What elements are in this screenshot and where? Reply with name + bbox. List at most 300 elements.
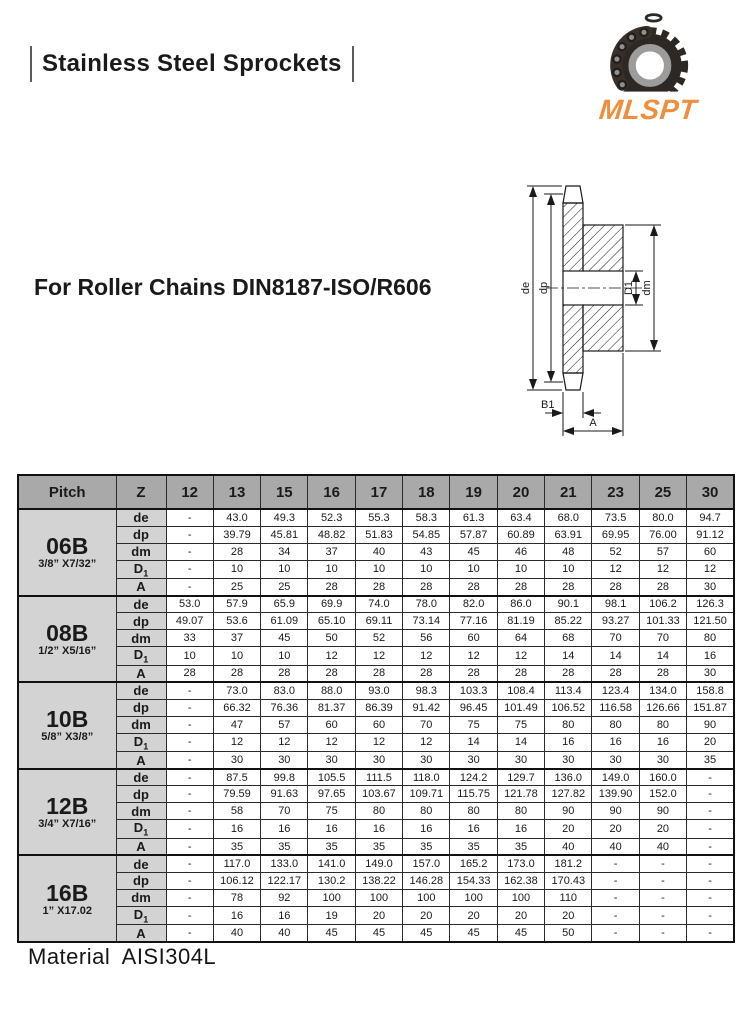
value-cell: 138.22	[355, 872, 402, 889]
table-row-12B-dm	[18, 803, 734, 820]
pitch-code: 06B	[46, 533, 89, 560]
value-cell: 90	[592, 803, 639, 820]
value-cell: 111.5	[355, 769, 402, 786]
value-cell: 16	[639, 733, 686, 752]
value-cell: 93.0	[355, 682, 402, 699]
value-cell: -	[166, 786, 213, 803]
value-cell: 40	[355, 543, 402, 560]
row-label-dp: dp	[116, 872, 166, 889]
value-cell: 63.91	[545, 526, 592, 543]
table-row-16B-A	[18, 925, 734, 942]
value-cell: 60	[355, 716, 402, 733]
value-cell: 12	[261, 733, 308, 752]
value-cell: 12	[308, 647, 355, 666]
col-header-teeth-30: 30	[687, 475, 734, 509]
col-header-teeth-23: 23	[592, 475, 639, 509]
value-cell: 45	[450, 543, 497, 560]
value-cell: 10	[450, 560, 497, 579]
value-cell: 55.3	[355, 509, 402, 526]
value-cell: 149.0	[592, 769, 639, 786]
value-cell: 141.0	[308, 855, 355, 872]
value-cell: -	[166, 820, 213, 839]
value-cell: 90	[687, 716, 734, 733]
row-label-dm: dm	[116, 889, 166, 906]
value-cell: 12	[450, 647, 497, 666]
table-row-16B-dm	[18, 889, 734, 906]
row-label-A: A	[116, 925, 166, 942]
col-header-teeth-25: 25	[639, 475, 686, 509]
row-label-de: de	[116, 855, 166, 872]
value-cell: 46	[497, 543, 544, 560]
value-cell: 48.82	[308, 526, 355, 543]
pitch-cell-08B	[18, 596, 116, 683]
value-cell: 30	[261, 752, 308, 769]
table-row-16B-de	[18, 855, 734, 872]
row-label-dm: dm	[116, 630, 166, 647]
row-label-de: de	[116, 509, 166, 526]
table-row-12B-A	[18, 838, 734, 855]
value-cell: -	[166, 889, 213, 906]
col-header-teeth-12: 12	[166, 475, 213, 509]
value-cell: 20	[403, 906, 450, 925]
value-cell: 30	[687, 665, 734, 682]
label-d1: D1	[623, 280, 635, 296]
value-cell: 103.3	[450, 682, 497, 699]
value-cell: 28	[355, 665, 402, 682]
value-cell: 80	[355, 803, 402, 820]
value-cell: 12	[355, 647, 402, 666]
value-cell: 10	[213, 647, 260, 666]
value-cell: 127.82	[545, 786, 592, 803]
value-cell: 122.17	[261, 872, 308, 889]
value-cell: 57.87	[450, 526, 497, 543]
value-cell: 126.66	[639, 699, 686, 716]
value-cell: 12	[592, 560, 639, 579]
value-cell: 101.33	[639, 613, 686, 630]
value-cell: 40	[545, 838, 592, 855]
value-cell: -	[687, 889, 734, 906]
row-label-dm: dm	[116, 543, 166, 560]
value-cell: 30	[355, 752, 402, 769]
value-cell: 80	[592, 716, 639, 733]
value-cell: 10	[166, 647, 213, 666]
sprocket-cross-section-drawing	[470, 158, 750, 458]
value-cell: 57.9	[213, 596, 260, 613]
value-cell: 117.0	[213, 855, 260, 872]
value-cell: 20	[355, 906, 402, 925]
value-cell: 16	[261, 820, 308, 839]
value-cell: 92	[261, 889, 308, 906]
value-cell: 75	[308, 803, 355, 820]
value-cell: 30	[592, 752, 639, 769]
value-cell: 68.0	[545, 509, 592, 526]
table-row-08B-dm	[18, 630, 734, 647]
label-dm: dm	[641, 280, 653, 296]
value-cell: 91.63	[261, 786, 308, 803]
pitch-cell-10B	[18, 682, 116, 769]
value-cell: 90	[545, 803, 592, 820]
value-cell: 16	[497, 820, 544, 839]
pitch-cell-16B	[18, 855, 116, 942]
value-cell: 28	[308, 665, 355, 682]
value-cell: 70	[261, 803, 308, 820]
value-cell: 113.4	[545, 682, 592, 699]
value-cell: -	[166, 925, 213, 942]
table-row-10B-A	[18, 752, 734, 769]
table-row-08B-de	[18, 596, 734, 613]
value-cell: 103.67	[355, 786, 402, 803]
value-cell: 12	[308, 733, 355, 752]
value-cell: -	[166, 509, 213, 526]
value-cell: 100	[355, 889, 402, 906]
value-cell: 160.0	[639, 769, 686, 786]
table-row-06B-dm	[18, 543, 734, 560]
value-cell: 14	[592, 647, 639, 666]
value-cell: 30	[213, 752, 260, 769]
value-cell: 45	[450, 925, 497, 942]
page-header	[30, 46, 354, 82]
value-cell: 14	[639, 647, 686, 666]
value-cell: -	[639, 906, 686, 925]
value-cell: 86.39	[355, 699, 402, 716]
value-cell: 139.90	[592, 786, 639, 803]
value-cell: 45	[261, 630, 308, 647]
value-cell: 83.0	[261, 682, 308, 699]
value-cell: 34	[261, 543, 308, 560]
value-cell: 20	[450, 906, 497, 925]
value-cell: 136.0	[545, 769, 592, 786]
col-header-teeth-18: 18	[403, 475, 450, 509]
value-cell: 100	[450, 889, 497, 906]
value-cell: 60	[687, 543, 734, 560]
col-header-teeth-16: 16	[308, 475, 355, 509]
value-cell: -	[166, 872, 213, 889]
value-cell: 99.8	[261, 769, 308, 786]
table-row-06B-D1	[18, 560, 734, 579]
value-cell: 10	[308, 560, 355, 579]
row-label-dp: dp	[116, 526, 166, 543]
value-cell: 61.09	[261, 613, 308, 630]
value-cell: 146.28	[403, 872, 450, 889]
value-cell: 28	[639, 665, 686, 682]
value-cell: 98.3	[403, 682, 450, 699]
value-cell: 90	[639, 803, 686, 820]
value-cell: 10	[403, 560, 450, 579]
value-cell: 35	[355, 838, 402, 855]
value-cell: 28	[213, 665, 260, 682]
material-note: Material AISI304L	[28, 944, 217, 969]
table-row-12B-dp	[18, 786, 734, 803]
value-cell: -	[687, 803, 734, 820]
value-cell: 106.52	[545, 699, 592, 716]
value-cell: 54.85	[403, 526, 450, 543]
value-cell: 28	[450, 665, 497, 682]
value-cell: 16	[308, 820, 355, 839]
col-header-teeth-17: 17	[355, 475, 402, 509]
value-cell: 35	[213, 838, 260, 855]
row-label-D1: $D_1$	[116, 560, 166, 579]
value-cell: -	[166, 803, 213, 820]
value-cell: 88.0	[308, 682, 355, 699]
label-de: de	[520, 281, 532, 295]
value-cell: 52.3	[308, 509, 355, 526]
value-cell: 115.75	[450, 786, 497, 803]
value-cell: 118.0	[403, 769, 450, 786]
table-row-08B-dp	[18, 613, 734, 630]
value-cell: 56	[403, 630, 450, 647]
value-cell: 121.78	[497, 786, 544, 803]
value-cell: 10	[213, 560, 260, 579]
value-cell: 154.33	[450, 872, 497, 889]
spec-table	[17, 474, 735, 943]
row-label-dm: dm	[116, 716, 166, 733]
value-cell: 50	[545, 925, 592, 942]
col-header-pitch: Pitch	[18, 475, 116, 509]
table-row-06B-A	[18, 579, 734, 596]
pitch-code: 10B	[46, 706, 89, 733]
value-cell: 20	[639, 820, 686, 839]
value-cell: 14	[545, 647, 592, 666]
value-cell: 45	[308, 925, 355, 942]
value-cell: 16	[687, 647, 734, 666]
value-cell: -	[592, 855, 639, 872]
col-header-z: Z	[116, 475, 166, 509]
row-label-D1: $D_1$	[116, 906, 166, 925]
value-cell: 75	[450, 716, 497, 733]
value-cell: 63.4	[497, 509, 544, 526]
value-cell: 14	[450, 733, 497, 752]
value-cell: 47	[213, 716, 260, 733]
row-label-de: de	[116, 596, 166, 613]
value-cell: 158.8	[687, 682, 734, 699]
label-dp: dp	[538, 281, 550, 295]
value-cell: 124.2	[450, 769, 497, 786]
value-cell: 105.5	[308, 769, 355, 786]
value-cell: 37	[308, 543, 355, 560]
value-cell: 110	[545, 889, 592, 906]
pitch-cell-12B	[18, 769, 116, 856]
value-cell: 28	[545, 579, 592, 596]
value-cell: -	[592, 889, 639, 906]
value-cell: 12	[403, 647, 450, 666]
value-cell: 58.3	[403, 509, 450, 526]
row-label-A: A	[116, 838, 166, 855]
table-row-10B-D1	[18, 733, 734, 752]
label-a: A	[589, 417, 597, 429]
value-cell: 73.14	[403, 613, 450, 630]
value-cell: 58	[213, 803, 260, 820]
header-row	[18, 475, 734, 509]
value-cell: 61.3	[450, 509, 497, 526]
value-cell: 28	[450, 579, 497, 596]
value-cell: 16	[261, 906, 308, 925]
value-cell: 75	[497, 716, 544, 733]
value-cell: 87.5	[213, 769, 260, 786]
value-cell: 49.07	[166, 613, 213, 630]
value-cell: 74.0	[355, 596, 402, 613]
value-cell: 35	[261, 838, 308, 855]
value-cell: 50	[308, 630, 355, 647]
value-cell: -	[166, 838, 213, 855]
value-cell: 40	[592, 838, 639, 855]
value-cell: -	[687, 769, 734, 786]
value-cell: -	[166, 543, 213, 560]
value-cell: 30	[497, 752, 544, 769]
value-cell: 28	[497, 665, 544, 682]
value-cell: 30	[403, 752, 450, 769]
value-cell: 52	[592, 543, 639, 560]
value-cell: -	[592, 872, 639, 889]
value-cell: 76.36	[261, 699, 308, 716]
value-cell: 181.2	[545, 855, 592, 872]
row-label-de: de	[116, 682, 166, 699]
value-cell: 45.81	[261, 526, 308, 543]
value-cell: 33	[166, 630, 213, 647]
table-row-10B-de	[18, 682, 734, 699]
value-cell: 40	[639, 838, 686, 855]
value-cell: 60.89	[497, 526, 544, 543]
value-cell: -	[166, 733, 213, 752]
row-label-dm: dm	[116, 803, 166, 820]
value-cell: 76.00	[639, 526, 686, 543]
sprocket-chain-icon	[592, 8, 704, 108]
value-cell: 65.9	[261, 596, 308, 613]
value-cell: 28	[592, 665, 639, 682]
value-cell: 28	[545, 665, 592, 682]
value-cell: 80	[450, 803, 497, 820]
table-row-12B-D1	[18, 820, 734, 839]
value-cell: 133.0	[261, 855, 308, 872]
subtitle: For Roller Chains DIN8187-ISO/R606	[34, 274, 432, 300]
table-row-06B-de	[18, 509, 734, 526]
value-cell: 30	[450, 752, 497, 769]
value-cell: 151.87	[687, 699, 734, 716]
value-cell: 70	[639, 630, 686, 647]
value-cell: 69.9	[308, 596, 355, 613]
row-label-de: de	[116, 769, 166, 786]
value-cell: 12	[497, 647, 544, 666]
value-cell: 116.58	[592, 699, 639, 716]
value-cell: 10	[497, 560, 544, 579]
value-cell: -	[687, 855, 734, 872]
value-cell: 48	[545, 543, 592, 560]
row-label-D1: $D_1$	[116, 820, 166, 839]
value-cell: 80	[545, 716, 592, 733]
value-cell: 10	[545, 560, 592, 579]
value-cell: 16	[450, 820, 497, 839]
value-cell: 69.11	[355, 613, 402, 630]
value-cell: 10	[261, 560, 308, 579]
value-cell: 162.38	[497, 872, 544, 889]
value-cell: 35	[497, 838, 544, 855]
value-cell: 10	[261, 647, 308, 666]
pitch-size: 1” X17.02	[42, 904, 93, 917]
value-cell: 35	[403, 838, 450, 855]
col-header-teeth-15: 15	[261, 475, 308, 509]
value-cell: 91.12	[687, 526, 734, 543]
value-cell: 52	[355, 630, 402, 647]
value-cell: -	[166, 526, 213, 543]
value-cell: 28	[403, 579, 450, 596]
value-cell: -	[687, 786, 734, 803]
value-cell: 16	[355, 820, 402, 839]
value-cell: 30	[639, 752, 686, 769]
value-cell: 73.5	[592, 509, 639, 526]
value-cell: 129.7	[497, 769, 544, 786]
value-cell: -	[592, 906, 639, 925]
brand-name: MLSPT	[597, 94, 699, 125]
value-cell: 20	[687, 733, 734, 752]
value-cell: 85.22	[545, 613, 592, 630]
value-cell: 28	[213, 543, 260, 560]
value-cell: 45	[403, 925, 450, 942]
pitch-size: 3/4” X7/16”	[38, 818, 97, 831]
value-cell: 60	[308, 716, 355, 733]
value-cell: -	[687, 838, 734, 855]
value-cell: 80	[497, 803, 544, 820]
value-cell: 65.10	[308, 613, 355, 630]
value-cell: -	[639, 855, 686, 872]
value-cell: 57	[639, 543, 686, 560]
value-cell: 20	[545, 906, 592, 925]
value-cell: 28	[592, 579, 639, 596]
value-cell: -	[166, 579, 213, 596]
value-cell: 121.50	[687, 613, 734, 630]
value-cell: 35	[687, 752, 734, 769]
value-cell: 70	[403, 716, 450, 733]
value-cell: -	[687, 906, 734, 925]
value-cell: 149.0	[355, 855, 402, 872]
row-label-D1: $D_1$	[116, 647, 166, 666]
value-cell: 106.12	[213, 872, 260, 889]
row-label-dp: dp	[116, 699, 166, 716]
row-label-D1: $D_1$	[116, 733, 166, 752]
value-cell: 16	[592, 733, 639, 752]
value-cell: 97.65	[308, 786, 355, 803]
table-row-10B-dm	[18, 716, 734, 733]
value-cell: 19	[308, 906, 355, 925]
value-cell: 80	[403, 803, 450, 820]
value-cell: 94.7	[687, 509, 734, 526]
value-cell: 39.79	[213, 526, 260, 543]
value-cell: -	[166, 560, 213, 579]
pitch-size: 1/2” X5/16”	[38, 644, 97, 657]
row-label-dp: dp	[116, 786, 166, 803]
value-cell: 108.4	[497, 682, 544, 699]
value-cell: 100	[308, 889, 355, 906]
value-cell: 90.1	[545, 596, 592, 613]
value-cell: 12	[687, 560, 734, 579]
value-cell: 73.0	[213, 682, 260, 699]
value-cell: -	[639, 925, 686, 942]
value-cell: 14	[497, 733, 544, 752]
value-cell: 35	[450, 838, 497, 855]
table-row-08B-A	[18, 665, 734, 682]
label-b1: B1	[541, 399, 555, 411]
value-cell: 16	[213, 820, 260, 839]
value-cell: 78.0	[403, 596, 450, 613]
pitch-size: 5/8” X3/8”	[41, 731, 94, 744]
pitch-code: 12B	[46, 793, 89, 820]
value-cell: 64	[497, 630, 544, 647]
col-header-teeth-13: 13	[213, 475, 260, 509]
value-cell: 51.83	[355, 526, 402, 543]
value-cell: 126.3	[687, 596, 734, 613]
value-cell: 57	[261, 716, 308, 733]
value-cell: 20	[497, 906, 544, 925]
value-cell: 20	[545, 820, 592, 839]
value-cell: 12	[355, 733, 402, 752]
